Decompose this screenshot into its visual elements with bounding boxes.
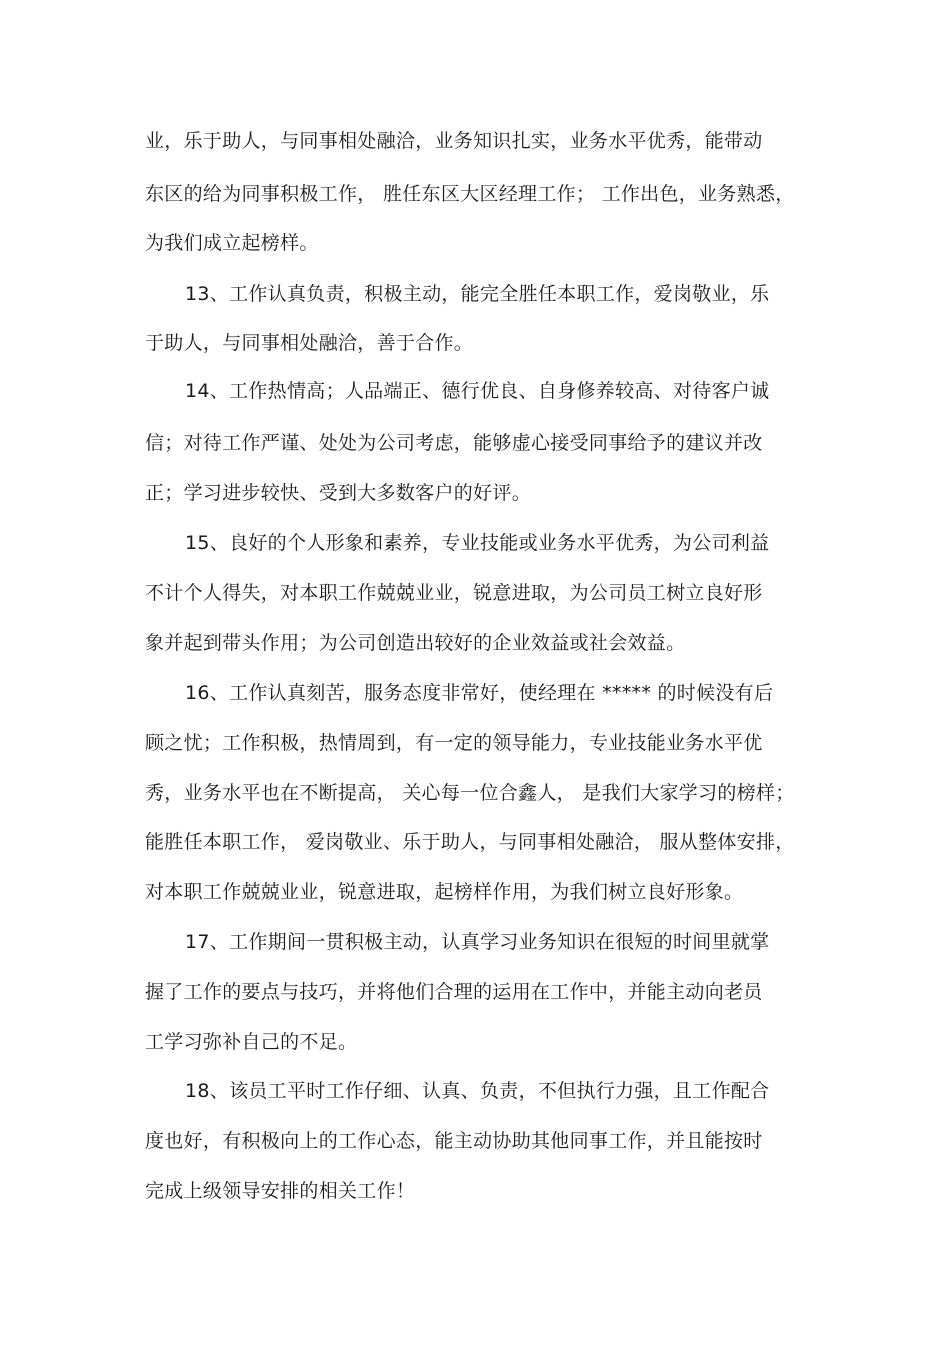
paragraph-14-start: 14、工作热情高；人品端正、德行优良、自身修养较高、对待客户诚 (185, 380, 770, 402)
text-line: 为我们成立起榜样。 (145, 232, 319, 254)
paragraph-13-start: 13、工作认真负责，积极主动，能完全胜任本职工作，爱岗敬业，乐 (185, 283, 770, 305)
paragraph-15-start: 15、良好的个人形象和素养，专业技能或业务水平优秀，为公司利益 (185, 532, 770, 554)
text-line: 度也好，有积极向上的工作心态，能主动协助其他同事工作，并且能按时 (145, 1130, 763, 1152)
text-line: 对本职工作兢兢业业，锐意进取，起榜样作用，为我们树立良好形象。 (145, 881, 744, 903)
text-line: 业，乐于助人，与同事相处融洽，业务知识扎实，业务水平优秀，能带动 (145, 130, 763, 152)
paragraph-17-start: 17、工作期间一贯积极主动，认真学习业务知识在很短的时间里就掌 (185, 931, 770, 953)
text-line: 信；对待工作严谨、处处为公司考虑，能够虚心接受同事给予的建议并改 (145, 432, 763, 454)
text-line: 握了工作的要点与技巧，并将他们合理的运用在工作中，并能主动向老员 (145, 981, 763, 1003)
text-line: 不计个人得失，对本职工作兢兢业业，锐意进取，为公司员工树立良好形 (145, 582, 763, 604)
text-line: 完成上级领导安排的相关工作！ (145, 1180, 416, 1202)
text-line: 正；学习进步较快、受到大多数客户的好评。 (145, 482, 532, 504)
paragraph-16-start: 16、工作认真刻苦，服务态度非常好，使经理在 ***** 的时候没有后 (185, 682, 774, 704)
text-line: 象并起到带头作用；为公司创造出较好的企业效益或社会效益。 (145, 632, 686, 654)
text-line: 顾之忧；工作积极，热情周到，有一定的领导能力，专业技能业务水平优 (145, 732, 763, 754)
text-line: 于助人，与同事相处融洽，善于合作。 (145, 332, 474, 354)
text-line: 工学习弥补自己的不足。 (145, 1031, 358, 1053)
paragraph-18-start: 18、该员工平时工作仔细、认真、负责，不但执行力强，且工作配合 (185, 1080, 770, 1102)
text-line: 秀，业务水平也在不断提高， 关心每一位合鑫人， 是我们大家学习的榜样； (145, 782, 795, 804)
text-line: 东区的给为同事积极工作， 胜任东区大区经理工作； 工作出色，业务熟悉， (145, 183, 795, 205)
text-line: 能胜任本职工作， 爱岗敬业、乐于助人，与同事相处融洽， 服从整体安排， (145, 831, 795, 853)
